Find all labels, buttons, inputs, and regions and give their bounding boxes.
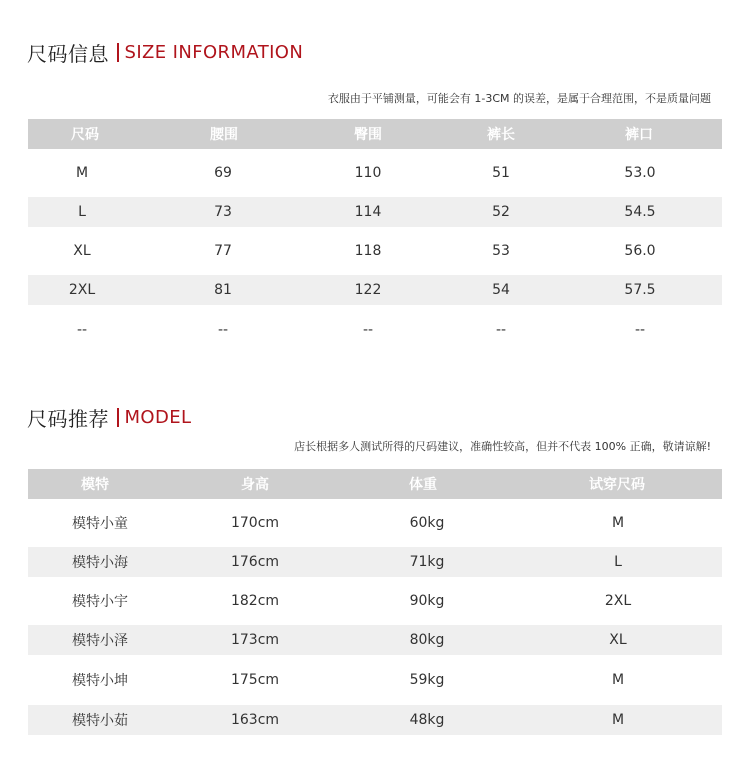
table-cell: M <box>611 515 625 531</box>
title-separator <box>117 43 119 62</box>
table-row <box>28 227 722 275</box>
table-cell: 110 <box>354 165 382 181</box>
table-row <box>28 305 722 355</box>
table-cell: -- <box>217 322 229 338</box>
table-cell: -- <box>634 322 646 338</box>
table-cell: 173cm <box>230 632 280 648</box>
table-cell: 2XL <box>68 282 96 298</box>
header-cell-hip: 臀围 <box>354 127 382 143</box>
table-cell: 51 <box>492 165 510 181</box>
table-cell: 模特小海 <box>72 555 128 571</box>
table-row <box>28 655 722 705</box>
header-cell-height: 身高 <box>241 477 269 493</box>
table-cell: 182cm <box>230 593 280 609</box>
table-cell: 模特小童 <box>72 516 128 532</box>
header-cell-length: 裤长 <box>487 127 515 143</box>
table-cell: -- <box>76 322 88 338</box>
table-cell: 81 <box>214 282 232 298</box>
title-separator <box>117 408 119 427</box>
table-row <box>28 577 722 625</box>
header-cell-size: 尺码 <box>71 127 99 143</box>
model-section-title <box>27 403 191 431</box>
table-cell: L <box>614 554 622 570</box>
table-cell: 71kg <box>409 554 445 570</box>
table-row <box>28 149 722 197</box>
table-cell: 176cm <box>230 554 280 570</box>
table-cell: M <box>75 165 89 181</box>
table-cell: 118 <box>354 243 382 259</box>
table-cell: 114 <box>354 204 382 220</box>
size-note: 衣服由于平铺测量，可能会有 1-3CM 的误差，是属于合理范围，不是质量问题 <box>327 92 711 105</box>
table-cell: 52 <box>492 204 510 220</box>
header-cell-tried-size: 试穿尺码 <box>589 477 645 493</box>
size-section-title <box>27 38 303 66</box>
table-cell: 54 <box>492 282 510 298</box>
table-cell: 模特小宇 <box>72 594 128 610</box>
table-cell: -- <box>362 322 374 338</box>
size-title-en: SIZE INFORMATION <box>124 41 304 63</box>
size-title-cn: 尺码信息 <box>27 41 109 66</box>
table-cell: 77 <box>214 243 232 259</box>
table-cell: 80kg <box>409 632 445 648</box>
table-row <box>28 499 722 547</box>
table-cell: M <box>611 672 625 688</box>
table-cell: 170cm <box>230 515 280 531</box>
table-cell: M <box>611 712 625 728</box>
table-cell: XL <box>73 243 91 259</box>
size-table-header <box>28 119 722 149</box>
table-cell: 60kg <box>409 515 445 531</box>
model-title-cn: 尺码推荐 <box>27 406 109 431</box>
table-cell: 48kg <box>409 712 445 728</box>
table-cell: 模特小茹 <box>72 713 128 729</box>
model-table <box>28 469 722 735</box>
table-cell: XL <box>609 632 627 648</box>
model-table-header <box>28 469 722 499</box>
table-row <box>28 625 722 655</box>
table-cell: 122 <box>354 282 382 298</box>
table-cell: 73 <box>214 204 232 220</box>
table-cell: 模特小坤 <box>72 673 128 689</box>
header-cell-waist: 腰围 <box>210 127 238 143</box>
table-row <box>28 547 722 577</box>
table-row <box>28 705 722 735</box>
header-cell-model: 模特 <box>81 477 109 493</box>
table-cell: 56.0 <box>624 243 656 259</box>
table-cell: 53 <box>492 243 510 259</box>
table-cell: 模特小泽 <box>72 633 128 649</box>
header-cell-weight: 体重 <box>409 477 437 493</box>
table-cell: 53.0 <box>624 165 656 181</box>
table-cell: 175cm <box>230 672 280 688</box>
table-cell: 163cm <box>230 712 280 728</box>
table-cell: -- <box>495 322 507 338</box>
size-table <box>28 119 722 355</box>
table-cell: L <box>78 204 86 220</box>
header-cell-hem: 裤口 <box>625 127 653 143</box>
table-cell: 59kg <box>409 672 445 688</box>
model-title-en: MODEL <box>124 406 192 428</box>
model-note: 店长根据多人测试所得的尺码建议，准确性较高，但并不代表 100% 正确，敬请谅解! <box>294 440 711 453</box>
table-cell: 57.5 <box>624 282 656 298</box>
table-cell: 90kg <box>409 593 445 609</box>
table-cell: 2XL <box>604 593 632 609</box>
table-cell: 54.5 <box>624 204 656 220</box>
table-cell: 69 <box>214 165 232 181</box>
table-row <box>28 197 722 227</box>
table-row <box>28 275 722 305</box>
